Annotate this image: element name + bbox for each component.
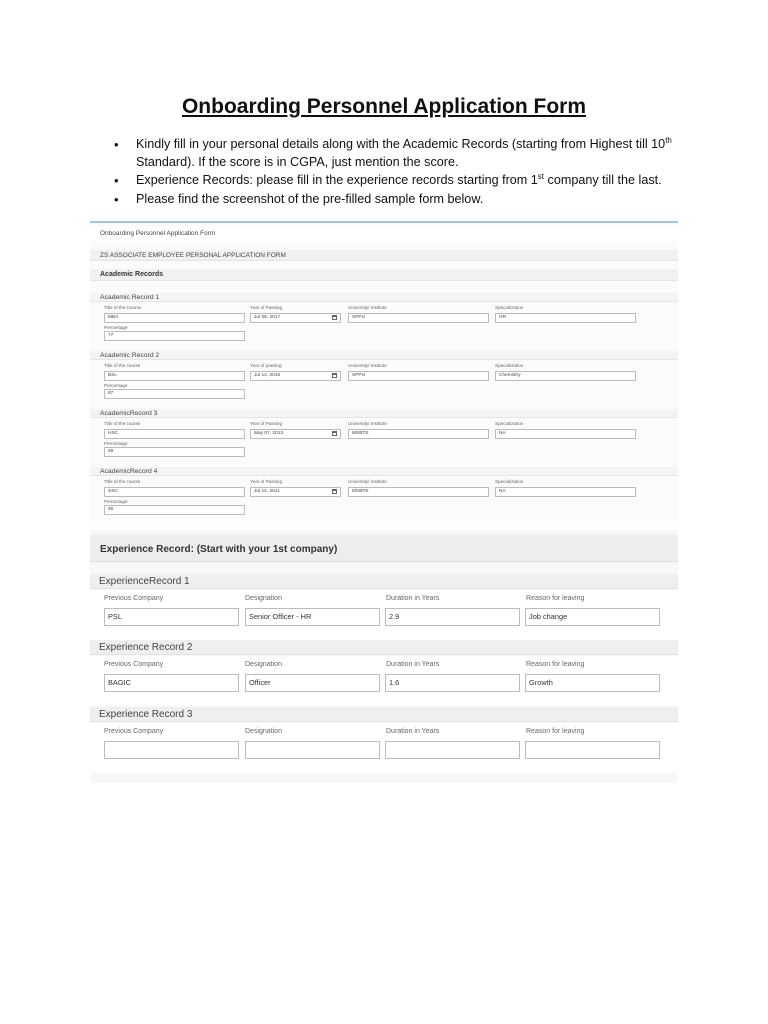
percentage-label: Percentage (104, 383, 128, 388)
academic-form-screenshot (90, 221, 678, 521)
specialization-label: Specialization (495, 421, 524, 426)
course-input[interactable]: SSC (104, 487, 245, 497)
specialization-input[interactable]: NA (495, 429, 636, 439)
year-date-input[interactable]: Jul 06, 2017 (250, 313, 341, 323)
instruction-list (110, 136, 710, 209)
course-input[interactable]: MBA (104, 313, 245, 323)
university-label: University/ Institute (348, 479, 387, 484)
duration-label: Duration in Years (386, 661, 440, 668)
document-title: Onboarding Personnel Application Form (181, 95, 587, 118)
reason-input[interactable]: Growth (525, 674, 660, 692)
company-label: Previous Company (104, 728, 164, 735)
course-label: Title of the Course (104, 305, 142, 310)
duration-input[interactable]: 1.6 (385, 674, 520, 692)
calendar-icon[interactable] (332, 489, 337, 494)
year-date-input[interactable]: May 07, 2013 (250, 429, 341, 439)
reason-label: Reason for leaving (526, 728, 585, 735)
academic-record-header: Academic Record 2 (90, 351, 678, 360)
academic-record-4 (90, 467, 678, 525)
duration-label: Duration in Years (386, 728, 440, 735)
company-input[interactable]: BAGIC (104, 674, 239, 692)
form-company-header: ZS ASSOCIATE EMPLOYEE PERSONAL APPLICATION FORM (90, 250, 678, 261)
year-label: Year of Passing (250, 421, 283, 426)
academic-record-3 (90, 409, 678, 467)
reason-input[interactable]: Job change (525, 608, 660, 626)
course-label: Title of the course (104, 363, 141, 368)
experience-form-screenshot (90, 530, 678, 783)
company-input[interactable] (104, 741, 239, 759)
designation-label: Designation (245, 728, 282, 735)
calendar-icon[interactable] (332, 373, 337, 378)
specialization-input[interactable]: HR (495, 313, 636, 323)
instruction-item: • Experience Records: please fill in the experience records starting from 1st company till the last. (110, 172, 710, 190)
calendar-icon[interactable] (332, 315, 337, 320)
specialization-input[interactable]: Chemistry (495, 371, 636, 381)
designation-input[interactable]: Officer (245, 674, 380, 692)
experience-record-header: Experience Record 2 (90, 640, 678, 655)
experience-records-header: Experience Record: (Start with your 1st company) (90, 535, 678, 562)
percentage-label: Percentage (104, 499, 128, 504)
duration-label: Duration in Years (386, 595, 440, 602)
percentage-input[interactable]: 90 (104, 505, 245, 515)
course-input[interactable]: HSC (104, 429, 245, 439)
experience-record-header: Experience Record 3 (90, 707, 678, 722)
experience-record-header: ExperienceRecord 1 (90, 574, 678, 589)
university-input[interactable]: MSBTE (348, 487, 489, 497)
reason-label: Reason for leaving (526, 595, 585, 602)
university-label: University/ Institute (348, 363, 387, 368)
duration-input[interactable]: 2.9 (385, 608, 520, 626)
academic-record-1 (90, 293, 678, 351)
course-input[interactable]: BSc (104, 371, 245, 381)
form-title: Onboarding Personnel Application Form (90, 227, 678, 241)
course-label: Title of the course (104, 479, 141, 484)
year-label: Year of Passing (250, 305, 283, 310)
academic-record-header: Academic Record 1 (90, 293, 678, 302)
designation-input[interactable] (245, 741, 380, 759)
year-date-input[interactable]: Jul 12, 2011 (250, 487, 341, 497)
percentage-label: Percentage (104, 441, 128, 446)
university-input[interactable]: SPPU (348, 371, 489, 381)
academic-record-header: AcademicRecord 3 (90, 409, 678, 418)
designation-input[interactable]: Senior Officer - HR (245, 608, 380, 626)
percentage-input[interactable]: 77 (104, 331, 245, 341)
university-label: University/ Institute (348, 421, 387, 426)
university-input[interactable]: MSBTE (348, 429, 489, 439)
specialization-label: Specialization (495, 363, 524, 368)
percentage-input[interactable]: 68 (104, 447, 245, 457)
percentage-input[interactable]: 87 (104, 389, 245, 399)
company-input[interactable]: PSL (104, 608, 239, 626)
specialization-label: Specialization (495, 479, 524, 484)
academic-record-header: AcademicRecord 4 (90, 467, 678, 476)
reason-label: Reason for leaving (526, 661, 585, 668)
academic-record-2 (90, 351, 678, 409)
percentage-label: Percentage (104, 325, 128, 330)
instruction-item: • Please find the screenshot of the pre-filled sample form below. (110, 191, 710, 209)
company-label: Previous Company (104, 595, 164, 602)
course-label: Title of the course (104, 421, 141, 426)
university-label: University/ Institute (348, 305, 387, 310)
year-date-input[interactable]: Jul 14, 2015 (250, 371, 341, 381)
year-label: Year of passing (250, 363, 282, 368)
duration-input[interactable] (385, 741, 520, 759)
academic-records-header: Academic Records (90, 269, 678, 281)
designation-label: Designation (245, 661, 282, 668)
designation-label: Designation (245, 595, 282, 602)
specialization-input[interactable]: NA (495, 487, 636, 497)
specialization-label: Specialization (495, 305, 524, 310)
reason-input[interactable] (525, 741, 660, 759)
company-label: Previous Company (104, 661, 164, 668)
calendar-icon[interactable] (332, 431, 337, 436)
university-input[interactable]: SPPU (348, 313, 489, 323)
instruction-item: • Kindly fill in your personal details along with the Academic Records (starting from Highest till 10th Standard). If the score is in CGPA, just mention the score. (110, 136, 710, 171)
year-label: Year of Passing (250, 479, 283, 484)
